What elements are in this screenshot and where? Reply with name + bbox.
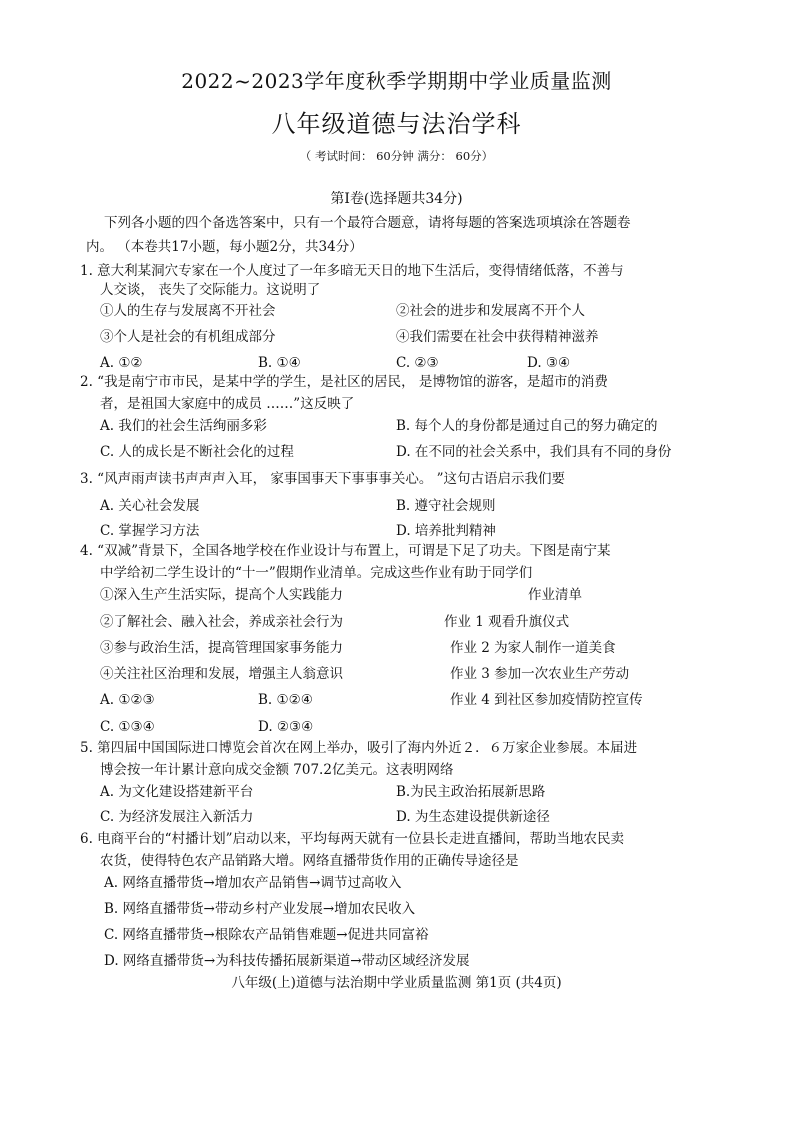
q1-option-d: D. ③④ [527,355,571,371]
homework-item-4: 作业 4 到社区参加疫情防控宣传 [450,692,643,708]
q3-option-d: D. 培养批判精神 [396,523,496,539]
q4-option-c: C. ①③④ [100,719,155,735]
q2-option-d: D. 在不同的社会关系中，我们具有不同的身份 [396,444,672,460]
exam-title: 2022~2023学年度秋季学期期中学业质量监测 [181,69,612,93]
q6-stem-line2: 农货，使得特色农产品销路大增。网络直播带货作用的正确传导途径是 [100,853,519,869]
q2-stem-line2: 者，是祖国大家庭中的成员 ……”这反映了 [100,396,355,412]
q1-option-a: A. ①② [100,355,143,371]
q5-stem-line2: 博会按一年计累计意向成交金额 707.2亿美元。这表明网络 [100,762,454,778]
q3-stem-line1: 3. “风声雨声读书声声声入耳， 家事国事天下事事事关心。 ”这句古语启示我们要 [80,471,566,487]
q6-option-d: D. 网络直播带货→为科技传播拓展新渠道→带动区域经济发展 [104,953,470,969]
q5-option-c: C. 为经济发展注入新活力 [100,809,254,825]
q2-option-c: C. 人的成长是不断社会化的过程 [100,444,294,460]
q3-option-c: C. 掌握学习方法 [100,523,200,539]
q1-statement-1: ①人的生存与发展离不开社会 [100,303,276,319]
q6-option-c: C. 网络直播带货→根除农产品销售难题→促进共同富裕 [104,927,429,943]
q4-stem-line1: 4. “双减”背景下，全国各地学校在作业设计与布置上，可谓是下足了功夫。下图是南宁某 [80,543,611,559]
homework-item-3: 作业 3 参加一次农业生产劳动 [450,666,630,682]
q1-option-c: C. ②③ [396,355,439,371]
q2-option-a: A. 我们的社会生活绚丽多彩 [100,418,267,434]
q4-option-a: A. ①②③ [100,692,155,708]
q4-option-d: D. ②③④ [258,719,314,735]
q5-stem-line1: 5. 第四届中国国际进口博览会首次在网上举办，吸引了海内外近２．６万家企业参展。本届进 [80,740,638,756]
q3-option-a: A. 关心社会发展 [100,498,200,514]
q4-statement-1: ①深入生产生活实际，提高个人实践能力 [100,587,343,603]
q5-option-b: B.为民主政治拓展新思路 [396,784,546,800]
q4-statement-4: ④关注社区治理和发展，增强主人翁意识 [100,666,343,682]
exam-info: （ 考试时间： 60分钟 满分： 60分） [299,149,494,163]
q1-statement-3: ③个人是社会的有机组成部分 [100,329,276,345]
q6-stem-line1: 6. 电商平台的“村播计划”启动以来，平均每两天就有一位县长走进直播间，帮助当地农民卖 [80,831,624,847]
q2-stem-line1: 2. “我是南宁市市民，是某中学的学生，是社区的居民， 是博物馆的游客，是超市的消费 [80,374,608,390]
instructions-line1: 下列各小题的四个备选答案中，只有一个最符合题意，请将每题的答案选项填涂在答题卷 [104,215,631,231]
homework-item-1: 作业 1 观看升旗仪式 [444,614,570,630]
homework-list-title: 作业清单 [528,587,582,603]
q6-option-b: B. 网络直播带货→带动乡村产业发展→增加农民收入 [104,901,416,917]
q1-option-b: B. ①④ [258,355,301,371]
subject-title: 八年级道德与法治学科 [271,110,522,138]
q1-statement-2: ②社会的进步和发展离不开个人 [396,303,585,319]
instructions-line2: 内。 （本卷共17小题，每小题2分，共34分） [86,239,363,255]
q1-statement-4: ④我们需要在社会中获得精神滋养 [396,329,599,345]
q4-statement-2: ②了解社会、融入社会，养成亲社会行为 [100,614,343,630]
homework-item-2: 作业 2 为家人制作一道美食 [450,640,616,656]
q4-option-b: B. ①②④ [258,692,313,708]
q1-stem-line2: 人交谈， 丧失了交际能力。这说明了 [100,282,321,298]
q4-stem-line2: 中学给初二学生设计的“十一”假期作业清单。完成这些作业有助于同学们 [100,565,533,581]
section-heading: 第Ⅰ卷(选择题共34分) [330,191,463,207]
q4-statement-3: ③参与政治生活，提高管理国家事务能力 [100,640,343,656]
q5-option-d: D. 为生态建设提供新途径 [396,809,550,825]
q1-stem-line1: 1. 意大利某洞穴专家在一个人度过了一年多暗无天日的地下生活后，变得情绪低落，不善与 [80,263,624,279]
q3-option-b: B. 遵守社会规则 [396,498,496,514]
q5-option-a: A. 为文化建设搭建新平台 [100,784,254,800]
q6-option-a: A. 网络直播带货→增加农产品销售→调节过高收入 [104,875,402,891]
page-footer: 八年级(上)道德与法治期中学业质量监测 第1页 (共4页) [231,975,562,991]
q2-option-b: B. 每个人的身份都是通过自己的努力确定的 [396,418,658,434]
